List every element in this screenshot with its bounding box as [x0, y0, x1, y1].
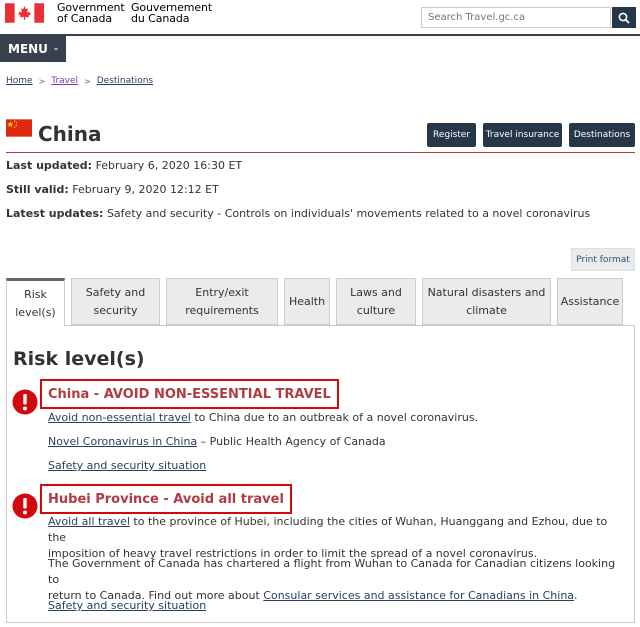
tab-health[interactable] [284, 278, 330, 325]
safety-line-1 [48, 458, 623, 474]
tab-label: Entry/exit [195, 285, 249, 299]
still-valid-value: February 9, 2020 12:12 ET [72, 183, 219, 196]
still-valid [6, 183, 219, 196]
latest-updates-value: Safety and security - Controls on individuals' movements related to a novel coronavirus [106, 207, 591, 220]
tab-risk-levels[interactable] [6, 278, 65, 326]
novel-coronavirus-link[interactable]: Novel Coronavirus in China [48, 435, 198, 448]
tab-label: requirements [185, 303, 259, 317]
still-valid-label: Still valid: [6, 183, 69, 196]
breadcrumb-destinations[interactable]: Destinations [96, 76, 154, 86]
gov-en-line2: of Canada [57, 12, 113, 25]
charter-flight-text [48, 556, 623, 604]
coronavirus-line [48, 434, 623, 450]
gov-en-line1: Government [57, 1, 125, 14]
page-title: China [38, 122, 102, 146]
tab-label: climate [466, 303, 507, 317]
charter-text-1: The Government of Canada has chartered a flight from Wuhan to Canada for Canadian citizens looking to [48, 557, 616, 586]
last-updated-label: Last updated: [6, 159, 93, 172]
charter-text-3: . [574, 589, 578, 602]
header-rule [0, 34, 640, 36]
print-format-button[interactable]: Print format [571, 248, 635, 271]
travel-insurance-button[interactable]: Travel insurance [483, 123, 562, 147]
advisory-hubei-title: Hubei Province - Avoid all travel [48, 491, 284, 507]
search-button[interactable] [612, 7, 636, 28]
chevron-down-icon [54, 46, 58, 52]
canada-flag-icon[interactable] [5, 3, 44, 23]
risk-heading: Risk level(s) [13, 348, 145, 370]
gov-name-fr[interactable] [131, 2, 212, 24]
breadcrumb-separator: > [84, 76, 91, 86]
tab-label: culture [356, 303, 396, 317]
tab-label: Safety and [85, 285, 146, 299]
warning-icon [12, 493, 38, 519]
advisory-hubei-desc-2: imposition of heavy travel restrictions in order to limit the spread of a novel coronavirus. [48, 547, 538, 560]
tab-label: Laws and [350, 285, 402, 299]
avoid-all-travel-link[interactable]: Avoid all travel [48, 515, 130, 528]
title-rule [6, 152, 635, 153]
advisory-hubei [40, 484, 292, 514]
breadcrumb [6, 76, 153, 86]
menu-label: MENU [8, 42, 48, 56]
safety-security-link[interactable]: Safety and security situation [48, 459, 207, 472]
tab-label: Natural disasters and [427, 285, 546, 299]
tab-label: security [93, 303, 138, 317]
tab-laws-culture[interactable] [336, 278, 416, 325]
menu-button[interactable] [0, 36, 66, 62]
charter-text-2: return to Canada. Find out more about [48, 589, 264, 602]
search-icon [618, 12, 630, 24]
breadcrumb-home[interactable]: Home [6, 76, 33, 86]
register-button[interactable]: Register [427, 123, 476, 147]
last-updated [6, 159, 242, 172]
gov-name-en[interactable] [57, 2, 125, 24]
latest-updates-label: Latest updates: [6, 207, 104, 220]
advisory-china-text [48, 410, 623, 426]
china-flag-icon [6, 119, 32, 137]
safety-security-link[interactable]: Safety and security situation [48, 599, 207, 612]
breadcrumb-separator: > [38, 76, 46, 86]
advisory-china-title: China - AVOID NON-ESSENTIAL TRAVEL [48, 386, 331, 402]
advisory-hubei-desc-1: to the province of Hubei, including the cities of Wuhan, Huanggang and Ezhou, due to the [48, 515, 608, 544]
breadcrumb-travel[interactable]: Travel [51, 76, 79, 86]
advisory-china [40, 379, 339, 409]
tab-natural-disasters[interactable] [422, 278, 551, 325]
tab-label: Assistance [560, 294, 620, 308]
search-input[interactable] [421, 7, 611, 28]
destinations-button[interactable]: Destinations [569, 123, 635, 147]
advisory-hubei-text [48, 514, 623, 562]
last-updated-value: February 6, 2020 16:30 ET [95, 159, 243, 172]
tab-label: level(s) [15, 305, 56, 319]
tab-label: Risk [24, 287, 47, 301]
avoid-non-essential-link[interactable]: Avoid non-essential travel [48, 411, 191, 424]
gov-fr-line2: du Canada [131, 12, 190, 25]
tab-assistance[interactable] [557, 278, 623, 325]
warning-icon [12, 389, 38, 415]
advisory-china-desc: to China due to an outbreak of a novel coronavirus. [190, 411, 479, 424]
phac-text: – Public Health Agency of Canada [197, 435, 386, 448]
gov-header [0, 0, 640, 34]
latest-updates [6, 207, 590, 220]
tab-label: Health [288, 294, 326, 308]
gov-fr-line1: Gouvernement [131, 1, 213, 14]
tab-entry-exit[interactable] [166, 278, 278, 325]
safety-line-2 [48, 598, 623, 614]
consular-services-link[interactable]: Consular services and assistance for Canadians in China [263, 589, 575, 602]
tab-safety-security[interactable] [71, 278, 160, 325]
